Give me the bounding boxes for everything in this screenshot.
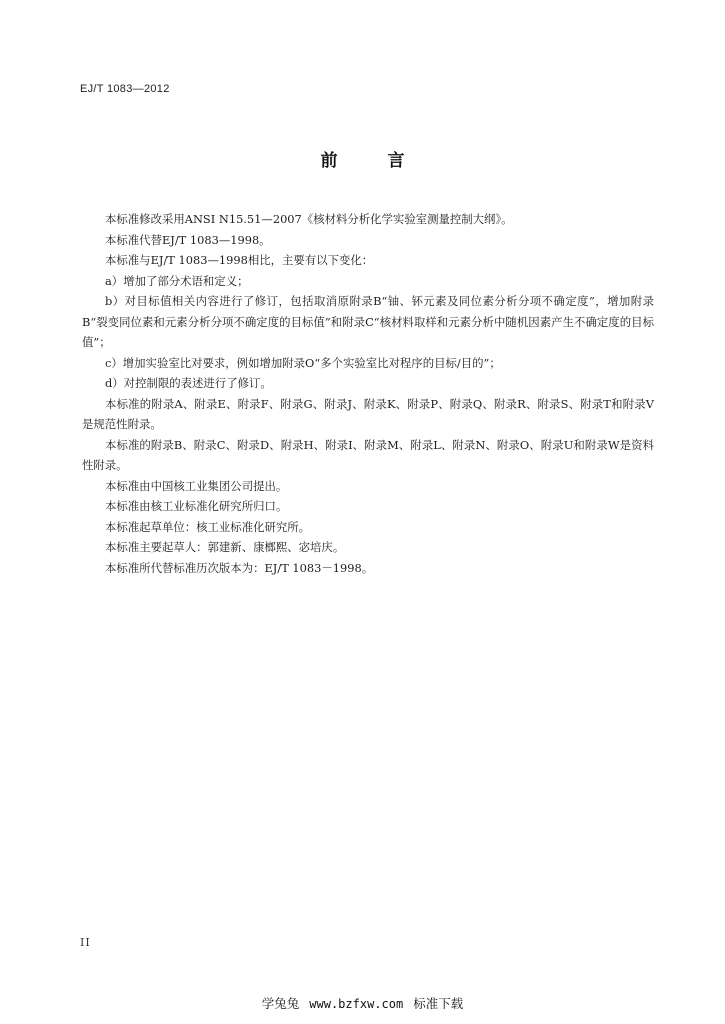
footer-watermark [0, 994, 725, 1012]
paragraph-change-d: d）对控制限的表述进行了修订。 [105, 376, 272, 390]
paragraph-normative-annexes: 本标准的附录A、附录E、附录F、附录G、附录J、附录K、附录P、附录Q、附录R、附录S、附录T和附录V是规范性附录。 [82, 396, 654, 431]
paragraph-change-b: b）对目标值相关内容进行了修订，包括取消原附录B“铀、钚元素及同位素分析分项不确定度”，增加附录B“裂变同位素和元素分析分项不确定度的目标值”和附录C“核材料取样和元素分析中随机因素产生不确定度的目标值”； [82, 294, 654, 349]
paragraph-drafting-unit: 本标准起草单位：核工业标准化研究所。 [105, 519, 311, 534]
standard-code: EJ/T 1083—2012 [80, 83, 170, 95]
paragraph-supersedes: 本标准代替EJ/T 1083—1998。 [105, 232, 271, 247]
paragraph-proposer: 本标准由中国核工业集团公司提出。 [105, 478, 288, 493]
paragraph-previous-editions: 本标准所代替标准历次版本为：EJ/T 1083－1998。 [105, 560, 374, 575]
paragraph-informative-annexes: 本标准的附录B、附录C、附录D、附录H、附录I、附录M、附录L、附录N、附录O、附录U和附录W是资料性附录。 [82, 437, 654, 472]
paragraph-drafters: 本标准主要起草人：郭建新、康榔熙、宓培庆。 [105, 540, 345, 554]
footer-tagline: 标准下载 [413, 996, 464, 1011]
page-title: 前 言 [320, 151, 427, 171]
footer-site-name: 学兔兔 [261, 996, 300, 1011]
paragraph-changes-intro: 本标准与EJ/T 1083—1998相比，主要有以下变化： [105, 253, 374, 267]
foreword-body [82, 209, 654, 578]
paragraph-change-c: c）增加实验室比对要求，例如增加附录O“多个实验室比对程序的目标/目的”； [105, 355, 501, 370]
paragraph-adoption: 本标准修改采用ANSI N15.51—2007《核材料分析化学实验室测量控制大纲》。 [105, 212, 513, 226]
paragraph-centralized-by: 本标准由核工业标准化研究所归口。 [105, 499, 288, 513]
footer-site-link[interactable]: www.bzfxw.com [309, 997, 404, 1011]
paragraph-change-a: a）增加了部分术语和定义； [105, 273, 249, 288]
page-number: II [80, 936, 91, 949]
